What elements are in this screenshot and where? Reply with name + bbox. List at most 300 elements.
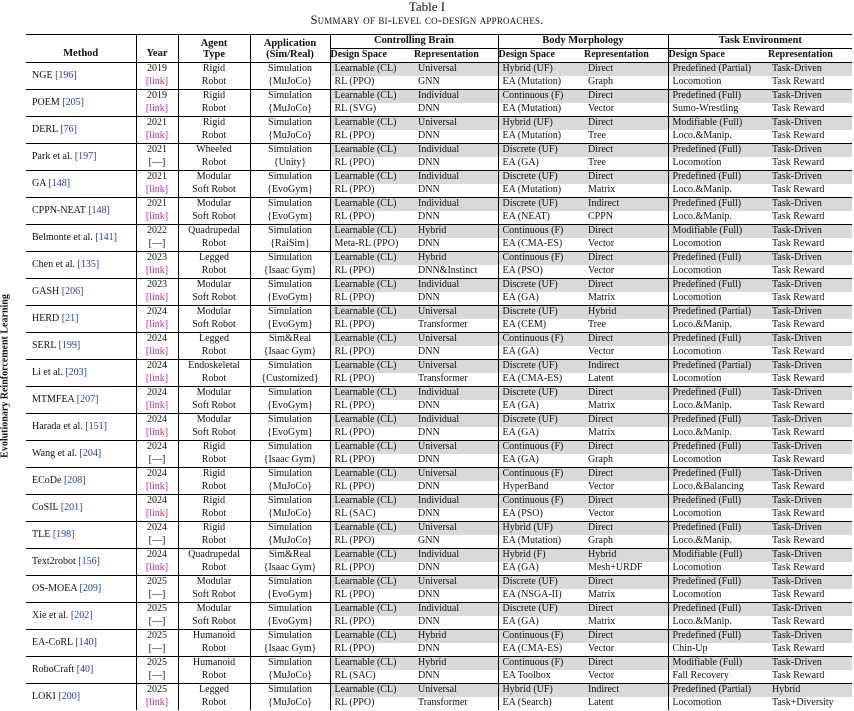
- brain-design-space-cell: Learnable (CL): [330, 144, 414, 157]
- body-design-space-cell: EA (CEM): [498, 319, 584, 333]
- code-link-cell[interactable]: [136, 319, 178, 333]
- application-cell: Simulation: [250, 117, 330, 130]
- method-name: RoboCraft: [32, 663, 75, 675]
- code-link[interactable]: [link]: [145, 373, 169, 385]
- body-representation-cell: Direct: [584, 522, 668, 535]
- method-cell: [26, 63, 136, 90]
- code-link[interactable]: [link]: [145, 103, 169, 115]
- year-cell: 2024: [136, 522, 178, 535]
- body-design-space-cell: EA (GA): [498, 346, 584, 360]
- code-link-cell[interactable]: [136, 346, 178, 360]
- agent-type-cell: Soft Robot: [178, 292, 250, 306]
- body-design-space-cell: Continuous (F): [498, 495, 584, 508]
- method-cell: [26, 630, 136, 657]
- body-representation-cell: Direct: [584, 414, 668, 427]
- brain-design-space-cell: RL (PPO): [330, 535, 414, 549]
- citation-link[interactable]: [198]: [52, 528, 75, 540]
- brain-representation-cell: DNN&Instinct: [418, 265, 478, 277]
- code-link-cell[interactable]: [136, 130, 178, 144]
- method-name: TLE: [32, 528, 51, 540]
- body-representation-cell: Hybrid: [584, 306, 668, 319]
- brain-representation-cell: Individual: [414, 171, 498, 184]
- citation-link[interactable]: [203]: [65, 366, 87, 378]
- application-cell: {Isaac Gym}: [250, 643, 330, 657]
- body-design-space-cell: Hybrid (F): [498, 549, 584, 562]
- brain-representation-cell: Universal: [414, 522, 498, 535]
- body-representation-cell: Direct: [584, 441, 668, 454]
- application-cell: {RaiSim}: [250, 238, 330, 252]
- method-name: Xie et al.: [32, 609, 69, 621]
- task-representation-cell: Task-Driven: [768, 414, 852, 427]
- year-cell: 2022: [136, 225, 178, 238]
- table-row-line2: [26, 103, 852, 117]
- table-row-line2: [26, 400, 852, 414]
- table-row-line2: [26, 238, 852, 252]
- task-design-space-cell: Locomotion: [668, 373, 768, 387]
- task-design-space-cell: Chin-Up: [668, 643, 768, 657]
- task-design-space-cell: Predefined (Full): [668, 90, 768, 103]
- brain-design-space-cell: Learnable (CL): [330, 225, 414, 238]
- code-link[interactable]: [link]: [145, 130, 169, 142]
- body-representation-cell: Vector: [588, 508, 615, 520]
- agent-type-cell: Robot: [178, 346, 250, 360]
- method-cell: [26, 360, 136, 387]
- body-representation-cell: Vector: [588, 346, 615, 358]
- brain-representation-cell: DNN: [418, 130, 440, 142]
- citation-link[interactable]: [148]: [48, 177, 71, 189]
- agent-type-line2: Type: [203, 49, 225, 60]
- citation-link[interactable]: [205]: [62, 96, 84, 108]
- task-design-space-cell: Loco.&Manip.: [668, 535, 768, 549]
- agent-type-cell: Legged: [178, 252, 250, 265]
- task-representation-cell: Task-Driven: [768, 468, 852, 481]
- task-design-space-cell: Locomotion: [668, 589, 768, 603]
- code-link[interactable]: [link]: [145, 76, 169, 88]
- method-cell: [26, 468, 136, 495]
- application-cell: Simulation: [250, 441, 330, 454]
- task-representation-cell: Task-Driven: [768, 333, 852, 346]
- brain-design-space-cell: Learnable (CL): [330, 63, 414, 76]
- body-representation-cell: Vector: [588, 265, 615, 277]
- table-row: [26, 468, 852, 481]
- body-design-space-cell: Continuous (F): [498, 468, 584, 481]
- brain-representation-cell: Individual: [414, 603, 498, 616]
- body-design-space-cell: EA (Mutation): [498, 103, 584, 117]
- brain-design-space-cell: RL (SAC): [330, 508, 414, 522]
- brain-representation-cell: DNN: [418, 427, 440, 439]
- brain-representation-cell: Universal: [414, 333, 498, 346]
- task-design-space-cell: Locomotion: [668, 157, 768, 171]
- brain-representation-cell: Universal: [414, 468, 498, 481]
- agent-type-cell: Quadrupedal: [178, 549, 250, 562]
- hdr-body-design-space: Design Space: [498, 49, 584, 63]
- citation-link[interactable]: [207]: [76, 393, 99, 405]
- method-name: NGE: [32, 69, 53, 81]
- code-link-cell[interactable]: [136, 76, 178, 90]
- body-representation-cell: Direct: [584, 630, 668, 643]
- group-body-morphology: Body Morphology: [498, 35, 668, 49]
- brain-design-space-cell: Learnable (CL): [330, 495, 414, 508]
- task-design-space-cell: Predefined (Full): [668, 171, 768, 184]
- agent-type-cell: Modular: [178, 603, 250, 616]
- task-design-space-cell: Predefined (Full): [668, 603, 768, 616]
- citation-link[interactable]: [204]: [79, 447, 102, 459]
- citation-link[interactable]: [208]: [63, 474, 86, 486]
- body-representation-cell: Direct: [584, 387, 668, 400]
- brain-representation-cell: DNN: [418, 238, 440, 250]
- agent-type-cell: Robot: [178, 157, 250, 171]
- code-link[interactable]: [link]: [145, 697, 169, 709]
- brain-representation-cell: Universal: [414, 360, 498, 373]
- brain-representation-cell: Universal: [414, 306, 498, 319]
- body-design-space-cell: EA (PSO): [498, 508, 584, 522]
- task-representation-cell: Task Reward: [772, 76, 825, 88]
- application-cell: {MuJoCo}: [250, 103, 330, 117]
- body-design-space-cell: EA (PSO): [498, 265, 584, 279]
- brain-design-space-cell: RL (PPO): [330, 373, 414, 387]
- agent-type-cell: Modular: [178, 387, 250, 400]
- body-design-space-cell: Discrete (UF): [498, 414, 584, 427]
- body-representation-cell: Direct: [584, 252, 668, 265]
- brain-representation-cell: Transformer: [418, 319, 468, 331]
- body-design-space-cell: EA (CMA-ES): [498, 643, 584, 657]
- brain-representation-cell: Individual: [414, 549, 498, 562]
- task-design-space-cell: Loco.&Manip.: [668, 130, 768, 144]
- code-link-cell[interactable]: [136, 103, 178, 117]
- year-cell: 2021: [136, 117, 178, 130]
- brain-design-space-cell: RL (PPO): [330, 130, 414, 144]
- application-cell: Simulation: [250, 279, 330, 292]
- code-link[interactable]: [link]: [145, 211, 169, 223]
- brain-design-space-cell: RL (PPO): [330, 481, 414, 495]
- citation-link[interactable]: [197]: [74, 150, 97, 162]
- brain-design-space-cell: RL (PPO): [330, 400, 414, 414]
- agent-type-cell: Robot: [178, 481, 250, 495]
- brain-design-space-cell: RL (PPO): [330, 346, 414, 360]
- body-representation-cell: Graph: [588, 76, 613, 88]
- citation-link[interactable]: [201]: [60, 501, 83, 513]
- brain-design-space-cell: Meta-RL (PPO): [330, 238, 414, 252]
- agent-type-cell: Soft Robot: [178, 427, 250, 441]
- task-representation-cell: Task-Driven: [768, 63, 852, 76]
- hdr-brain-design-space: Design Space: [330, 49, 414, 63]
- method-name: ECoDe: [32, 474, 62, 486]
- code-link[interactable]: [link]: [145, 265, 169, 277]
- table-row: [26, 63, 852, 76]
- task-representation-cell: Task-Driven: [768, 360, 852, 373]
- task-design-space-cell: Locomotion: [668, 346, 768, 360]
- task-representation-cell: Task Reward: [772, 562, 825, 574]
- citation-link[interactable]: [156]: [78, 555, 100, 567]
- agent-type-cell: Rigid: [178, 441, 250, 454]
- task-representation-cell: Task-Driven: [768, 117, 852, 130]
- task-design-space-cell: Modifiable (Full): [668, 549, 768, 562]
- table-row-line2: [26, 265, 852, 279]
- method-name: CoSIL: [32, 501, 59, 513]
- citation-link[interactable]: [196]: [55, 69, 77, 81]
- brain-design-space-cell: Learnable (CL): [330, 198, 414, 211]
- body-design-space-cell: Discrete (UF): [498, 171, 584, 184]
- code-link[interactable]: [link]: [145, 319, 169, 331]
- code-link[interactable]: [link]: [145, 508, 169, 520]
- code-link-cell[interactable]: [136, 184, 178, 198]
- brain-representation-cell: Individual: [414, 495, 498, 508]
- body-representation-cell: Matrix: [588, 427, 616, 439]
- brain-design-space-cell: RL (PPO): [330, 616, 414, 630]
- hdr-task-representation: Representation: [768, 49, 833, 61]
- agent-type-cell: Robot: [178, 454, 250, 468]
- code-link-cell: [136, 670, 178, 684]
- table-row-line2: [26, 427, 852, 441]
- brain-design-space-cell: Learnable (CL): [330, 441, 414, 454]
- code-link-cell: [136, 616, 178, 630]
- body-design-space-cell: Discrete (UF): [498, 144, 584, 157]
- code-link[interactable]: [link]: [145, 562, 169, 574]
- method-name: MTMFEA: [32, 393, 75, 405]
- year-cell: 2019: [136, 63, 178, 76]
- body-representation-cell: Direct: [584, 225, 668, 238]
- agent-type-cell: Robot: [178, 265, 250, 279]
- task-representation-cell: Task Reward: [772, 292, 825, 304]
- application-cell: {MuJoCo}: [250, 481, 330, 495]
- brain-representation-cell: DNN: [418, 562, 440, 574]
- task-design-space-cell: Predefined (Partial): [668, 360, 768, 373]
- body-representation-cell: Tree: [588, 130, 606, 142]
- code-link-cell[interactable]: [136, 211, 178, 225]
- year-cell: 2019: [136, 90, 178, 103]
- table-row-line2: [26, 319, 852, 333]
- body-design-space-cell: Discrete (UF): [498, 603, 584, 616]
- code-link-none: [—]: [148, 454, 166, 466]
- method-cell: [26, 495, 136, 522]
- agent-type-cell: Robot: [178, 76, 250, 90]
- code-link-cell: [136, 238, 178, 252]
- body-design-space-cell: EA (GA): [498, 157, 584, 171]
- task-representation-cell: Task-Driven: [768, 441, 852, 454]
- method-cell: [26, 117, 136, 144]
- table-row-line2: [26, 454, 852, 468]
- task-representation-cell: Task-Driven: [768, 387, 852, 400]
- group-controlling-brain: Controlling Brain: [330, 35, 498, 49]
- task-representation-cell: Task Reward: [772, 400, 825, 412]
- task-representation-cell: Task Reward: [772, 508, 825, 520]
- method-name: Text2robot: [32, 555, 76, 567]
- hdr-body-representation: Representation: [584, 49, 649, 61]
- citation-link[interactable]: [135]: [77, 258, 100, 270]
- brain-representation-cell: Hybrid: [414, 252, 498, 265]
- citation-link[interactable]: [76]: [60, 123, 77, 135]
- body-representation-cell: Vector: [588, 670, 615, 682]
- method-cell: [26, 306, 136, 333]
- application-cell: Simulation: [250, 144, 330, 157]
- body-design-space-cell: EA (CMA-ES): [498, 238, 584, 252]
- brain-representation-cell: DNN: [418, 643, 440, 655]
- task-representation-cell: Hybrid: [768, 684, 852, 697]
- task-design-space-cell: Locomotion: [668, 265, 768, 279]
- method-cell: [26, 171, 136, 198]
- application-cell: {EvoGym}: [250, 616, 330, 630]
- application-cell: {MuJoCo}: [250, 535, 330, 549]
- brain-design-space-cell: RL (PPO): [330, 454, 414, 468]
- application-cell: Sim&Real: [250, 333, 330, 346]
- code-link[interactable]: [link]: [145, 346, 169, 358]
- body-representation-cell: Mesh+URDF: [588, 562, 643, 574]
- method-name: DERL: [32, 123, 58, 135]
- table-row: [26, 684, 852, 697]
- agent-type-cell: Robot: [178, 130, 250, 144]
- brain-representation-cell: Transformer: [418, 697, 468, 709]
- citation-link[interactable]: [140]: [75, 636, 97, 648]
- code-link-cell[interactable]: [136, 400, 178, 414]
- col-year: Year: [136, 35, 178, 63]
- brain-representation-cell: DNN: [418, 346, 440, 358]
- method-name: GA: [32, 177, 46, 189]
- application-line1: Application: [263, 38, 317, 49]
- body-design-space-cell: EA (GA): [498, 616, 584, 630]
- agent-type-cell: Rigid: [178, 63, 250, 76]
- brain-representation-cell: Individual: [414, 90, 498, 103]
- citation-link[interactable]: [148]: [88, 204, 110, 216]
- brain-design-space-cell: Learnable (CL): [330, 306, 414, 319]
- brain-representation-cell: Universal: [414, 117, 498, 130]
- brain-design-space-cell: RL (PPO): [330, 319, 414, 333]
- method-cell: [26, 144, 136, 171]
- method-cell: [26, 387, 136, 414]
- task-design-space-cell: Predefined (Full): [668, 522, 768, 535]
- brain-design-space-cell: Learnable (CL): [330, 522, 414, 535]
- code-link-cell[interactable]: [136, 562, 178, 576]
- body-design-space-cell: Discrete (UF): [498, 576, 584, 589]
- code-link-cell: [136, 589, 178, 603]
- table-body: [26, 63, 852, 710]
- task-representation-cell: Task Reward: [772, 184, 825, 196]
- application-cell: Simulation: [250, 495, 330, 508]
- citation-link[interactable]: [206]: [61, 285, 84, 297]
- brain-design-space-cell: Learnable (CL): [330, 117, 414, 130]
- task-design-space-cell: Locomotion: [668, 292, 768, 306]
- code-link-none: [—]: [148, 670, 166, 682]
- brain-representation-cell: Universal: [414, 684, 498, 697]
- agent-type-cell: Modular: [178, 576, 250, 589]
- task-representation-cell: Task Reward: [772, 670, 825, 682]
- code-link-cell[interactable]: [136, 373, 178, 387]
- agent-type-cell: Rigid: [178, 117, 250, 130]
- body-representation-cell: Indirect: [584, 198, 668, 211]
- task-representation-cell: Task-Driven: [768, 603, 852, 616]
- body-representation-cell: Direct: [584, 171, 668, 184]
- agent-type-cell: Robot: [178, 670, 250, 684]
- method-name: Wang et al.: [32, 447, 78, 459]
- body-representation-cell: Direct: [584, 657, 668, 670]
- agent-type-cell: Robot: [178, 535, 250, 549]
- table-row: [26, 657, 852, 670]
- brain-design-space-cell: RL (SVG): [330, 103, 414, 117]
- task-design-space-cell: Predefined (Full): [668, 387, 768, 400]
- brain-design-space-cell: Learnable (CL): [330, 414, 414, 427]
- year-cell: 2023: [136, 252, 178, 265]
- brain-design-space-cell: Learnable (CL): [330, 684, 414, 697]
- year-cell: 2024: [136, 468, 178, 481]
- brain-representation-cell: Transformer: [418, 373, 468, 385]
- application-cell: {EvoGym}: [250, 400, 330, 414]
- citation-link[interactable]: [141]: [95, 231, 117, 243]
- brain-representation-cell: Universal: [414, 441, 498, 454]
- group-header-row: [26, 35, 852, 49]
- citation-link[interactable]: [200]: [58, 690, 81, 702]
- year-cell: 2024: [136, 495, 178, 508]
- code-link-cell[interactable]: [136, 427, 178, 441]
- code-link-cell[interactable]: [136, 508, 178, 522]
- code-link-cell: [136, 535, 178, 549]
- table-row-line2: [26, 535, 852, 549]
- brain-representation-cell: Individual: [414, 414, 498, 427]
- task-representation-cell: Task Reward: [772, 211, 825, 223]
- code-link-cell[interactable]: [136, 292, 178, 306]
- table-row: [26, 144, 852, 157]
- citation-link[interactable]: [21]: [61, 312, 79, 324]
- citation-link[interactable]: [151]: [85, 420, 107, 432]
- method-name: EA-CoRL: [32, 636, 73, 648]
- body-design-space-cell: EA (NEAT): [498, 211, 584, 225]
- code-link-cell: [136, 157, 178, 171]
- application-cell: {Isaac Gym}: [250, 346, 330, 360]
- application-cell: {Unity}: [250, 157, 330, 171]
- application-cell: {EvoGym}: [250, 211, 330, 225]
- code-link[interactable]: [link]: [145, 400, 169, 412]
- task-representation-cell: Task-Driven: [768, 576, 852, 589]
- code-link[interactable]: [link]: [145, 184, 169, 196]
- method-name: OS-MOEA: [32, 582, 78, 594]
- citation-link[interactable]: [202]: [70, 609, 93, 621]
- brain-design-space-cell: Learnable (CL): [330, 279, 414, 292]
- table-row-line2: [26, 292, 852, 306]
- code-link[interactable]: [link]: [145, 481, 169, 493]
- code-link-none: [—]: [148, 643, 166, 655]
- agent-type-cell: Modular: [178, 171, 250, 184]
- body-representation-cell: Matrix: [588, 589, 616, 601]
- brain-design-space-cell: Learnable (CL): [330, 657, 414, 670]
- brain-design-space-cell: Learnable (CL): [330, 333, 414, 346]
- body-representation-cell: Matrix: [588, 400, 616, 412]
- code-link-cell[interactable]: [136, 481, 178, 495]
- code-link[interactable]: [link]: [145, 292, 169, 304]
- method-name: LOKI: [32, 690, 56, 702]
- task-design-space-cell: Locomotion: [668, 562, 768, 576]
- body-representation-cell: Vector: [588, 238, 615, 250]
- body-representation-cell: Vector: [588, 643, 615, 655]
- table-row: [26, 90, 852, 103]
- code-link[interactable]: [link]: [145, 427, 169, 439]
- task-representation-cell: Task-Driven: [768, 171, 852, 184]
- application-cell: {MuJoCo}: [250, 76, 330, 90]
- task-design-space-cell: Locomotion: [668, 76, 768, 90]
- code-link-none: [—]: [148, 535, 166, 547]
- agent-type-cell: Rigid: [178, 90, 250, 103]
- task-design-space-cell: Predefined (Partial): [668, 684, 768, 697]
- citation-link[interactable]: [209]: [79, 582, 102, 594]
- method-name: Li et al.: [32, 366, 63, 378]
- table-row-line2: [26, 616, 852, 630]
- citation-link[interactable]: [40]: [76, 663, 94, 675]
- citation-link[interactable]: [199]: [58, 339, 81, 351]
- code-link-cell[interactable]: [136, 697, 178, 710]
- body-design-space-cell: Hybrid (UF): [498, 63, 584, 76]
- brain-representation-cell: Individual: [414, 144, 498, 157]
- code-link-cell[interactable]: [136, 265, 178, 279]
- brain-representation-cell: Individual: [414, 387, 498, 400]
- application-cell: Simulation: [250, 576, 330, 589]
- method-cell: [26, 441, 136, 468]
